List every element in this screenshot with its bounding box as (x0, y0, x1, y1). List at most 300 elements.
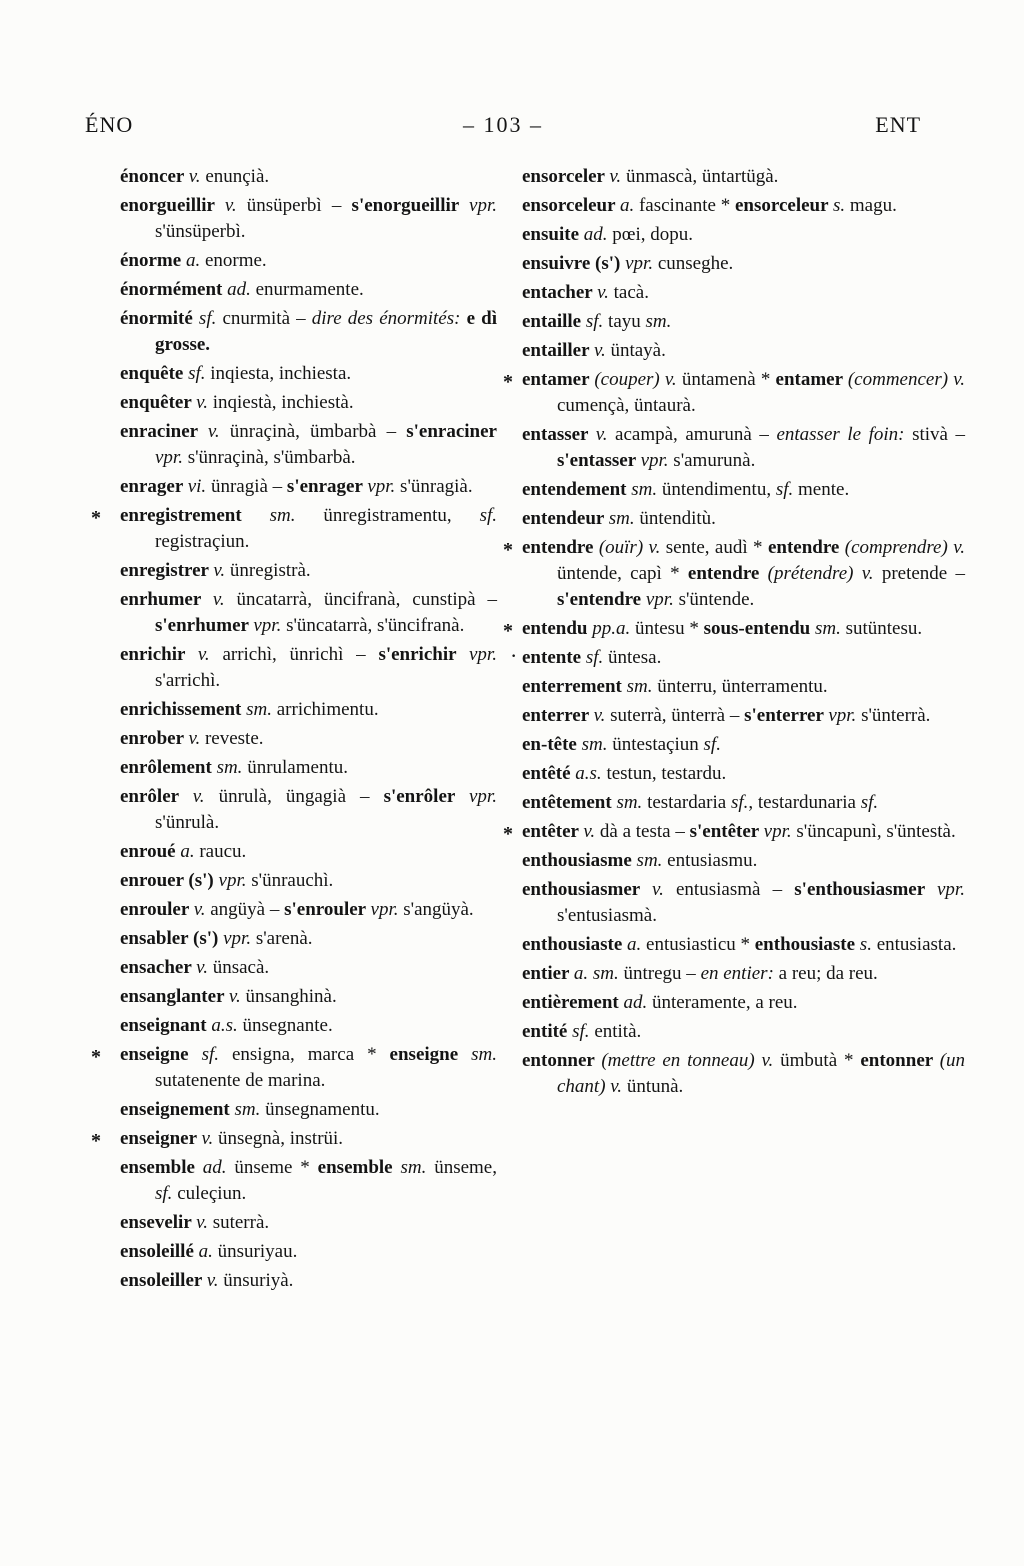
translation-text: ünrulamentu. (247, 757, 348, 778)
translation-text: üntesu * (634, 618, 704, 639)
dictionary-entry (85, 1268, 497, 1294)
entry-star-marker: * (503, 539, 513, 561)
translation-text: üntenditù. (639, 508, 716, 529)
grammar-label: sf. (572, 1021, 595, 1042)
grammar-label: (ouïr) v. (598, 537, 666, 558)
dictionary-entry (85, 784, 497, 836)
translation-text: ünmascà, üntartügà. (625, 166, 779, 187)
translation-text: s'arenà. (255, 928, 313, 949)
grammar-label: sm. (636, 850, 668, 871)
translation-text: inqiesta, inchiesta. (210, 363, 352, 384)
dictionary-entry (85, 277, 497, 303)
dictionary-entry (85, 868, 497, 894)
grammar-label: (mettre en tonneau) v. (601, 1050, 781, 1071)
grammar-label: s. (832, 195, 850, 216)
headword: enrichissement (120, 699, 247, 720)
grammar-label: vpr. (645, 589, 679, 610)
dictionary-entry (497, 506, 965, 532)
headword: ensacher (120, 957, 197, 978)
headword: ensemble (120, 1157, 203, 1178)
dictionary-entry (85, 642, 497, 694)
dictionary-entry (85, 306, 497, 358)
grammar-label: v. (224, 195, 247, 216)
headword: entonner (860, 1050, 940, 1071)
grammar-label: a.s. (575, 763, 607, 784)
headword: enseigne (120, 1044, 202, 1065)
translation-text: s'üncatarrà, s'üncifranà. (286, 615, 465, 636)
grammar-label: vpr. (763, 821, 797, 842)
translation-text: dà a testa – (599, 821, 690, 842)
headword: sous-entendu (703, 618, 815, 639)
translation-text: sutüntesu. (845, 618, 923, 639)
headword: énoncer (120, 166, 189, 187)
headword: enthousiasme (522, 850, 637, 871)
headword: entamer (522, 369, 595, 390)
translation-text: s'ünragià. (400, 476, 473, 497)
translation-text: s'üntende. (678, 589, 755, 610)
translation-text: üntesa. (608, 647, 662, 668)
headword: enrhumer (120, 589, 213, 610)
translation-text: s'üncapunì, s'üntestà. (796, 821, 956, 842)
dictionary-entry (85, 248, 497, 274)
dictionary-entry (497, 703, 965, 729)
headword: enorgueillir (120, 195, 225, 216)
entry-star-marker: * (503, 823, 513, 845)
grammar-label: v. (609, 166, 626, 187)
grammar-label: sm. (246, 699, 277, 720)
headword: s'enrager (286, 476, 368, 497)
dictionary-entry (497, 732, 965, 758)
headword: ensuite (522, 224, 584, 245)
grammar-label: ad. (227, 279, 256, 300)
headword: enseigner (120, 1128, 202, 1149)
grammar-label: (commencer) v. (847, 369, 966, 390)
grammar-label: a.s. (211, 1015, 243, 1036)
grammar-label: vi. (187, 476, 211, 497)
dictionary-entry (497, 367, 965, 419)
translation-text: üntayà. (610, 340, 666, 361)
grammar-label: v. (593, 705, 611, 726)
translation-text: sutatenente de marina. (155, 1070, 326, 1091)
grammar-label: v. (593, 340, 611, 361)
headword: entailler (522, 340, 594, 361)
grammar-label: v. (652, 879, 676, 900)
grammar-label: sf. (198, 308, 223, 329)
headword: entendement (522, 479, 632, 500)
grammar-label: vpr. (469, 786, 497, 807)
translation-text: ünsuriyà. (223, 1270, 294, 1291)
grammar-label: vpr. (253, 615, 287, 636)
grammar-label: s. (859, 934, 877, 955)
grammar-label: sf. (201, 1044, 232, 1065)
headword: s'entêter (689, 821, 764, 842)
translation-text: cumençà, üntaurà. (557, 395, 696, 416)
dictionary-entry (85, 558, 497, 584)
dictionary-entry (497, 790, 965, 816)
headword: e dì grosse. (155, 308, 497, 355)
grammar-label: ad. (623, 992, 652, 1013)
headword: enrager (120, 476, 188, 497)
dictionary-entry (497, 761, 965, 787)
headword: entêtement (522, 792, 617, 813)
dictionary-entry (85, 361, 497, 387)
headword: entêté (522, 763, 576, 784)
grammar-label: sm. (626, 676, 658, 697)
headword: enraciner (120, 421, 208, 442)
translation-text: ünregistramentu, (323, 505, 480, 526)
headword: enterrer (522, 705, 594, 726)
dictionary-entry (85, 503, 497, 555)
headword: s'enterrer (744, 705, 829, 726)
translation-text: üntamenà * (681, 369, 776, 390)
dictionary-entry (85, 1097, 497, 1123)
dictionary-entry (497, 222, 965, 248)
dictionary-entry (497, 674, 965, 700)
headword: enseigne (389, 1044, 472, 1065)
translation-text: s'ünraçinà, s'ümbarbà. (187, 447, 356, 468)
headword: enterrement (522, 676, 627, 697)
entry-star-marker: * (91, 1046, 101, 1068)
dictionary-entry (85, 984, 497, 1010)
grammar-label: a. (185, 250, 205, 271)
dictionary-entry (85, 390, 497, 416)
dictionary-entry (85, 1042, 497, 1094)
dictionary-entry (85, 1155, 497, 1207)
grammar-label: sf. (703, 734, 721, 755)
grammar-label: sm. (814, 618, 846, 639)
headword: enquêter (120, 392, 197, 413)
translation-text: entusiasmà – (676, 879, 795, 900)
headword: entamer (775, 369, 848, 390)
translation-text: arrichì, ünrichì – (222, 644, 379, 665)
translation-text: üntestaçiun (612, 734, 704, 755)
grammar-label: vpr. (223, 928, 256, 949)
grammar-label: sf. (585, 647, 609, 668)
translation-text: angüyà – (210, 899, 285, 920)
headword: entasser (522, 424, 596, 445)
grammar-label: v. (595, 424, 616, 445)
grammar-label: ad. (202, 1157, 235, 1178)
translation-text: enurmamente. (255, 279, 364, 300)
grammar-label: v. (188, 728, 205, 749)
grammar-label: en entier: (700, 963, 779, 984)
dictionary-entry (85, 726, 497, 752)
dictionary-entry (85, 193, 497, 245)
grammar-label: v. (197, 644, 223, 665)
grammar-label: vpr. (625, 253, 658, 274)
translation-text: s'ünrulà. (155, 812, 220, 833)
translation-text: arrichimentu. (276, 699, 379, 720)
translation-text: cnurmità – (222, 308, 312, 329)
grammar-label: sm. (269, 505, 324, 526)
headword: en-tête (522, 734, 582, 755)
headword: entendre (767, 537, 845, 558)
headword: enseignement (120, 1099, 235, 1120)
headword: entier (522, 963, 574, 984)
headword: enregistrer (120, 560, 214, 581)
headword: enregistrement (120, 505, 270, 526)
grammar-label: a. sm. (573, 963, 624, 984)
dictionary-entry (497, 848, 965, 874)
translation-text: inqiestà, inchiestà. (212, 392, 354, 413)
grammar-label: sf. (860, 792, 879, 813)
translation-text: entusiasta. (876, 934, 957, 955)
headword: s'entendre (557, 589, 646, 610)
grammar-label: sf. (775, 479, 799, 500)
entry-star-marker: · (511, 648, 517, 665)
translation-text: enunçià. (205, 166, 270, 187)
translation-text: üntunà. (626, 1076, 684, 1097)
grammar-label: sf. (479, 505, 497, 526)
grammar-label: v. (196, 957, 213, 978)
translation-text: ensigna, marca * (231, 1044, 390, 1065)
grammar-label: sm. (645, 311, 672, 332)
translation-text: pœi, dopu. (612, 224, 693, 245)
translation-text: entità. (594, 1021, 642, 1042)
translation-text: üntregu – (623, 963, 701, 984)
translation-text: entusiasticu * (646, 934, 755, 955)
grammar-label: vpr. (155, 447, 188, 468)
grammar-label: vpr. (828, 705, 862, 726)
grammar-label: v. (188, 166, 206, 187)
translation-text: s'ünterrà. (861, 705, 931, 726)
dictionary-entry (497, 1048, 965, 1100)
headword: ensemble (317, 1157, 401, 1178)
dictionary-entry (497, 422, 965, 474)
page-header (85, 0, 976, 138)
headword: s'enorgueillir (351, 195, 470, 216)
grammar-label: entasser le foin: (776, 424, 913, 445)
dictionary-entry (497, 932, 965, 958)
dictionary-entry (497, 961, 965, 987)
grammar-label: v. (206, 1270, 224, 1291)
translation-text: s'entusiasmà. (557, 905, 657, 926)
grammar-label: v. (201, 1128, 218, 1149)
dictionary-entry (497, 1019, 965, 1045)
dictionary-entry (85, 839, 497, 865)
translation-text: ünsegnà, instrüi. (217, 1128, 344, 1149)
text-columns (85, 164, 965, 1297)
headword: entité (522, 1021, 573, 1042)
translation-text: enorme. (204, 250, 267, 271)
headword: s'enthousiasmer (794, 879, 937, 900)
translation-text: testun, testardu. (606, 763, 727, 784)
dictionary-entry (85, 897, 497, 923)
translation-text: ünregistrà. (229, 560, 311, 581)
translation-text: s'amurunà. (673, 450, 756, 471)
entry-star-marker: * (503, 620, 513, 642)
grammar-label: a. (180, 841, 200, 862)
headword: enseignant (120, 1015, 212, 1036)
translation-text: reveste. (204, 728, 264, 749)
translation-text: suterrà. (212, 1212, 270, 1233)
headword: s'enrichir (378, 644, 469, 665)
grammar-label: (un chant) v. (557, 1050, 966, 1097)
dictionary-entry (497, 645, 965, 671)
grammar-label: sm. (216, 757, 248, 778)
dictionary-entry (497, 616, 965, 642)
grammar-label: ad. (583, 224, 613, 245)
translation-text: suterrà, ünterrà – (610, 705, 745, 726)
headword: ensorceler (522, 166, 610, 187)
translation-text: fascinante * (638, 195, 735, 216)
headword: ensuivre (s') (522, 253, 626, 274)
headword: s'enrôler (383, 786, 469, 807)
translation-text: s'arrichì. (155, 670, 221, 691)
grammar-label: v. (192, 786, 219, 807)
translation-text: magu. (849, 195, 897, 216)
translation-text: acampà, amurunà – (615, 424, 777, 445)
grammar-label: sf. (585, 311, 609, 332)
guide-word-left: ÉNO (85, 112, 134, 137)
translation-text: registraçiun. (155, 531, 250, 552)
translation-text: ünseme * (234, 1157, 318, 1178)
headword: s'enrouler (284, 899, 371, 920)
grammar-label: v. (196, 1212, 213, 1233)
translation-text: ünsuriyau. (217, 1241, 298, 1262)
headword: entacher (522, 282, 598, 303)
dictionary-entry (85, 1239, 497, 1265)
headword: enrôler (120, 786, 193, 807)
grammar-label: v. (228, 986, 246, 1007)
dictionary-entry (497, 535, 965, 613)
dictionary-entry (497, 280, 965, 306)
dictionary-entry (85, 1013, 497, 1039)
headword: s'entasser (557, 450, 641, 471)
translation-text: üncatarrà, üncifranà, cunstipà – (236, 589, 498, 610)
headword: entendeur (522, 508, 609, 529)
dictionary-entry (497, 877, 965, 929)
headword: ensevelir (120, 1212, 197, 1233)
headword: entièrement (522, 992, 624, 1013)
translation-text: , testardunaria (748, 792, 861, 813)
entry-star-marker: * (503, 371, 513, 393)
headword: entêter (522, 821, 584, 842)
dictionary-entry (497, 819, 965, 845)
headword: énormément (120, 279, 228, 300)
headword: entaille (522, 311, 586, 332)
entry-star-marker: * (91, 1130, 101, 1152)
headword: s'enrhumer (155, 615, 254, 636)
dictionary-entry (497, 338, 965, 364)
dictionary-entry (85, 587, 497, 639)
headword: enrôlement (120, 757, 217, 778)
headword: enrouler (120, 899, 194, 920)
headword: ensoleiller (120, 1270, 207, 1291)
dictionary-entry (85, 926, 497, 952)
headword: entonner (522, 1050, 602, 1071)
grammar-label: sf. (188, 363, 211, 384)
grammar-label: sf. (730, 792, 749, 813)
grammar-label: pp.a. (592, 618, 635, 639)
headword: enthousiaste (754, 934, 860, 955)
grammar-label: (prétendre) v. (767, 563, 882, 584)
grammar-label: vpr. (469, 195, 498, 216)
headword: enrichir (120, 644, 198, 665)
dictionary-entry (497, 251, 965, 277)
grammar-label: sm. (608, 508, 640, 529)
grammar-label: sm. (400, 1157, 435, 1178)
translation-text: testardaria (647, 792, 731, 813)
grammar-label: a. (619, 195, 639, 216)
dictionary-entry (85, 1126, 497, 1152)
translation-text: ünterru, ünterramentu. (657, 676, 828, 697)
dictionary-entry (497, 193, 965, 219)
dictionary-entry (85, 755, 497, 781)
headword: ensorceleur (522, 195, 620, 216)
headword: enquête (120, 363, 189, 384)
headword: ensorceleur (734, 195, 833, 216)
headword: énorme (120, 250, 186, 271)
translation-text: a reu; da reu. (778, 963, 878, 984)
guide-word-right: ENT (875, 112, 922, 137)
translation-text: s'ünrauchì. (251, 870, 334, 891)
headword: entente (522, 647, 586, 668)
translation-text: tacà. (613, 282, 649, 303)
headword: s'enraciner (406, 421, 497, 442)
translation-text: ünsacà. (212, 957, 270, 978)
headword: entendu (522, 618, 593, 639)
grammar-label: v. (583, 821, 600, 842)
grammar-label: sm. (471, 1044, 497, 1065)
grammar-label: vpr. (370, 899, 404, 920)
translation-text: culeçiun. (177, 1183, 247, 1204)
translation-text: mente. (798, 479, 850, 500)
translation-text: ünsegnamentu. (265, 1099, 380, 1120)
translation-text: pretende – (881, 563, 966, 584)
translation-text: ünsanghinà. (245, 986, 337, 1007)
grammar-label: vpr. (367, 476, 401, 497)
translation-text: s'ünsüperbì. (155, 221, 246, 242)
grammar-label: sm. (234, 1099, 266, 1120)
translation-text: ünraçinà, ümbarbà – (229, 421, 407, 442)
headword: enthousiaste (522, 934, 628, 955)
entry-star-marker: * (91, 507, 101, 529)
grammar-label: dire des énormités: (311, 308, 467, 329)
dictionary-entry (85, 1210, 497, 1236)
translation-text: cunseghe. (657, 253, 734, 274)
grammar-label: sm. (631, 479, 662, 500)
translation-text: entusiasmu. (667, 850, 758, 871)
translation-text: s'angüyà. (403, 899, 474, 920)
translation-text: raucu. (199, 841, 247, 862)
grammar-label: vpr. (469, 644, 497, 665)
headword: entendre (687, 563, 768, 584)
translation-text: ünragià – (210, 476, 287, 497)
grammar-label: (comprendre) v. (844, 537, 965, 558)
dictionary-entry (497, 164, 965, 190)
grammar-label: vpr. (640, 450, 674, 471)
headword: enrouer (s') (120, 870, 219, 891)
headword: ensoleillé (120, 1241, 199, 1262)
dictionary-entry (497, 477, 965, 503)
grammar-label: v. (597, 282, 614, 303)
translation-text: ünrulà, üngagià – (218, 786, 384, 807)
grammar-label: a. (627, 934, 647, 955)
grammar-label: v. (196, 392, 213, 413)
headword: entendre (522, 537, 599, 558)
grammar-label: v. (213, 560, 230, 581)
grammar-label: v. (207, 421, 230, 442)
grammar-label: sf. (155, 1183, 178, 1204)
dictionary-entry (85, 419, 497, 471)
grammar-label: a. (198, 1241, 218, 1262)
grammar-label: v. (212, 589, 237, 610)
grammar-label: vpr. (937, 879, 965, 900)
grammar-label: vpr. (218, 870, 252, 891)
column-right (497, 164, 965, 1297)
translation-text: tayu (608, 311, 646, 332)
